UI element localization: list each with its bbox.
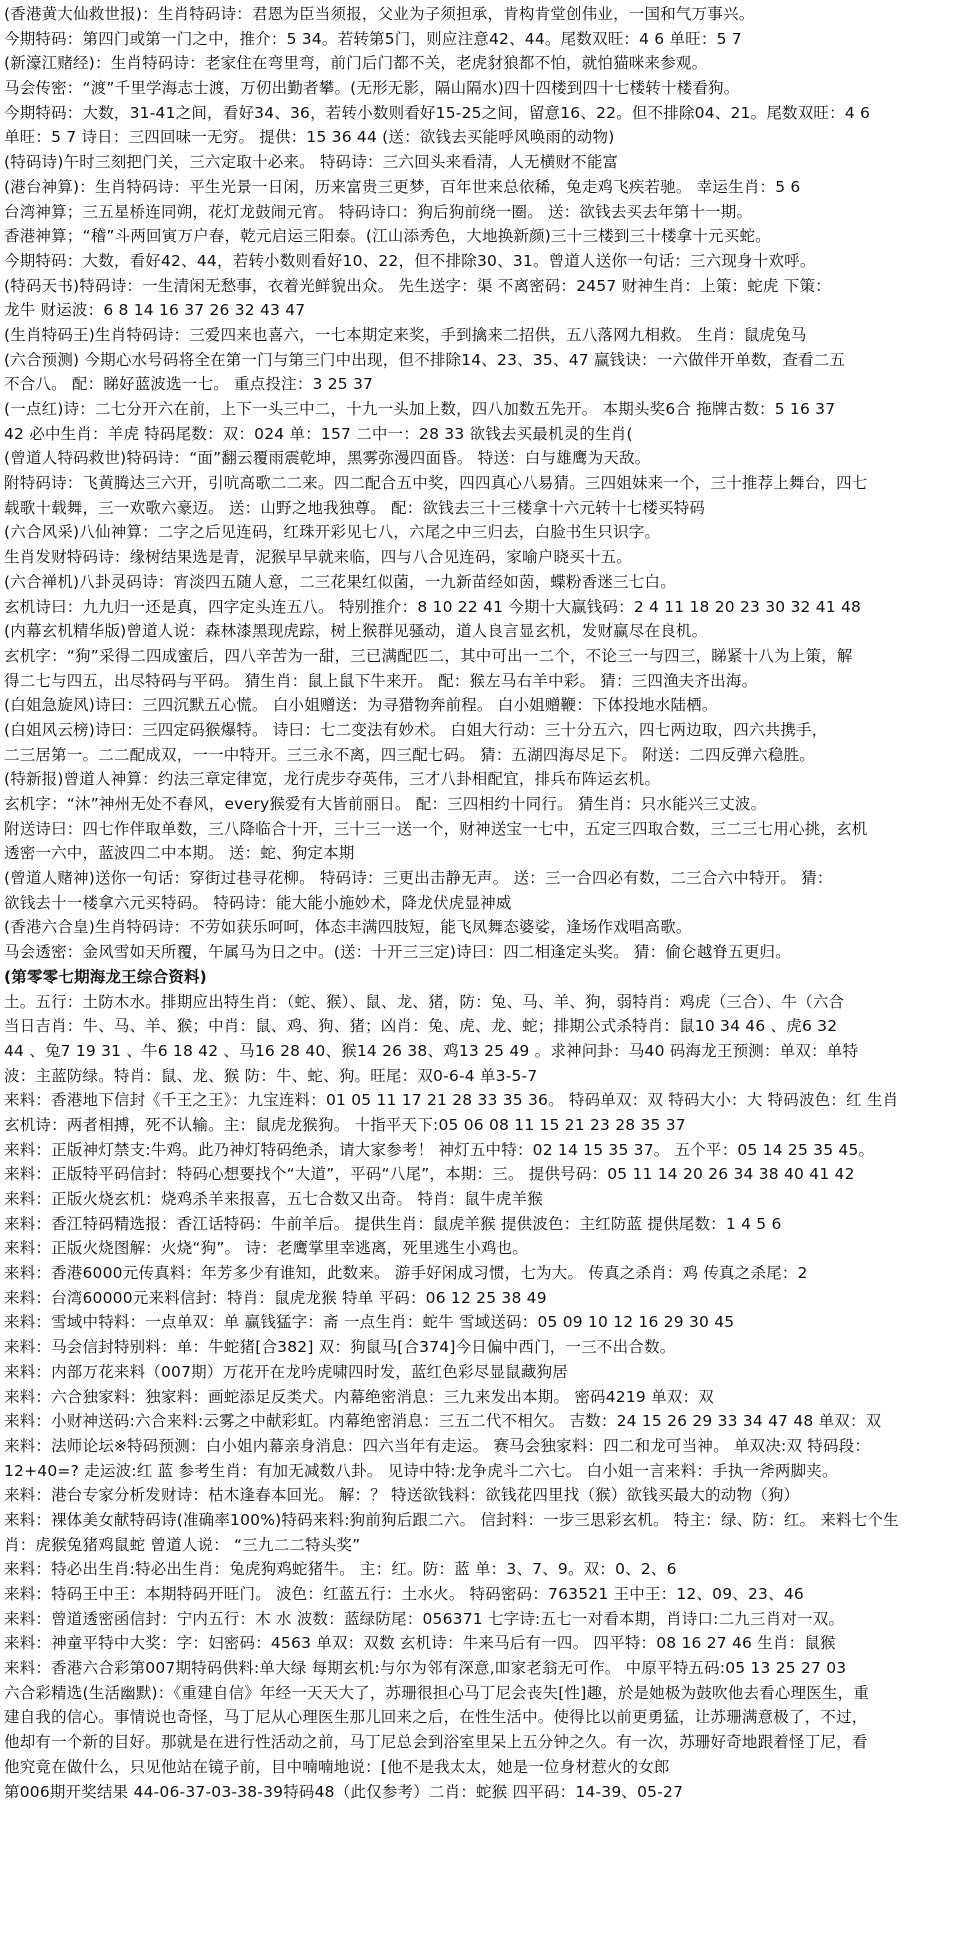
doc-line: (特新报)曾道人神算：约法三章定律宽，龙行虎步夺英伟，三才八卦相配宜，排兵布阵运玄机。 [4, 770, 661, 789]
doc-line: 来料：香江特码精选报：香江话特码：牛前羊后。 提供生肖：鼠虎羊猴 提供波色：主红防蓝 提供尾数：1 4 5 6 [4, 1214, 782, 1233]
doc-line: 12+40=? 走运波:红 蓝 参考生肖：有加无减数八卦。 见诗中特:龙争虎斗二六七。 白小姐一言来料：手执一斧两脚夹。 [4, 1461, 838, 1480]
doc-line: 今期特码：第四门或第一门之中，推介：5 34。若转第5门，则应注意42、44。尾数双旺：4 6 单旺：5 7 [4, 29, 742, 48]
doc-line: 肖：虎猴兔猪鸡鼠蛇 曾道人说： “三九二二特头奖” [4, 1535, 361, 1554]
doc-line: 生肖发财特码诗：缘树结果选是青，泥猴早早就来临，四与八合见连码，家喻户晓买十五。 [4, 548, 633, 567]
doc-line: (六合风采)八仙神算：二字之后见连码，红珠开彩见七八，六尾之中三归去，白脸书生只识字。 [4, 523, 661, 542]
doc-line: 他却有一个新的目好。那就是在进行性活动之前，马丁尼总会到浴室里呆上五分钟之久。有一次，苏珊好奇地跟着怪丁尼，看 [4, 1733, 868, 1752]
doc-line: 来料：裸体美女献特码诗(准确率100%)特码来料:狗前狗后跟二六。 信封料：一步三思彩玄机。 特主：绿、防：红。 来料七个生 [4, 1510, 899, 1529]
doc-line: 当日吉肖：牛、马、羊、猴；中肖：鼠、鸡、狗、猪；凶肖：兔、虎、龙、蛇；排期公式杀特肖：鼠10 34 46 、虎6 32 [4, 1017, 838, 1036]
doc-line: 今期特码：大数，看好42、44，若转小数则看好10、22，但不排除30、31。曾道人送你一句话：三六现身十欢呼。 [4, 251, 816, 270]
doc-line: 来料：台湾60000元来料信封：特肖：鼠虎龙猴 特单 平码：06 12 25 38 49 [4, 1288, 547, 1307]
doc-line: 今期特码：大数，31-41之间，看好34、36，若转小数则看好15-25之间，留意16、22。但不排除04、21。尾数双旺：4 6 [4, 103, 871, 122]
doc-line [4, 1804, 956, 1829]
doc-line: 来料：马会信封特别料：单：牛蛇猪[合382] 双：狗鼠马[合374]今日偏中西门，一三不出合数。 [4, 1338, 676, 1357]
doc-line: 来料：港台专家分析发财诗：枯木逢春本回光。 解：？ 特送欲钱料：欲钱花四里找（猴）欲钱买最大的动物（狗） [4, 1486, 800, 1505]
doc-line: 透密一六中，蓝波四二中本期。 送：蛇、狗定本期 [4, 844, 355, 863]
doc-line: (港台神算)：生肖特码诗：平生光景一日闲，历来富贵三更梦，百年世来总依稀，兔走鸡飞疾若驰。 幸运生肖：5 6 [4, 177, 801, 196]
doc-line: 来料：六合独家料：独家料：画蛇添足反类犬。内幕绝密消息：三九来发出本期。 密码4219 单双：双 [4, 1387, 714, 1406]
doc-line: 二三居第一。二二配成双，一一中特开。三三永不离，四三配七码。 猜：五湖四海尽足下。 附送：二四反弹六稳胜。 [4, 745, 815, 764]
doc-line: 来料：神童平特中大奖：字：妇密码：4563 单双：双数 玄机诗：牛来马后有一四。 四平特：08 16 27 46 生肖：鼠猴 [4, 1634, 836, 1653]
doc-line: 台湾神算；三五星桥连同朔，花灯龙鼓闹元宵。 特码诗口：狗后狗前绕一圈。 送：欲钱去买去年第十一期。 [4, 202, 753, 221]
doc-line: (曾道人赌神)送你一句话：穿街过巷寻花柳。 特码诗：三更出击静无声。 送：三一合四必有数，二三合六中特开。 猜： [4, 869, 833, 888]
doc-line: 欲钱去十一楼拿六元买特码。 特码诗：能大能小施妙术，降龙伏虎显神威 [4, 893, 512, 912]
doc-line: 他究竟在做什么，只见他站在镜子前，目中喃喃地说：[他不是我太太，她是一位身材惹火的女郎 [4, 1757, 670, 1776]
doc-line: 玄机诗：两者相搏，死不认输。主：鼠虎龙猴狗。 十指平天下:05 06 08 11 15 21 23 28 35 37 [4, 1115, 686, 1134]
doc-line: 波：主蓝防绿。特肖：鼠、龙、猴 防：牛、蛇、狗。旺尾：双0-6-4 单3-5-7 [4, 1066, 538, 1085]
doc-line: 来料：香港地下信封《千王之王》：九宝连料：01 05 11 17 21 28 33 35 36。 特码单双：双 特码大小：大 特码波色：红 生肖 [4, 1091, 899, 1110]
doc-line: 来料：雪域中特料：一点单双：单 赢钱猛字：斋 一点生肖：蛇牛 雪域送码：05 09 10 12 16 29 30 45 [4, 1313, 735, 1332]
doc-line: (特码诗)午时三刻把门关，三六定取十必来。 特码诗：三六回头来看清，人无横财不能富 [4, 153, 619, 172]
doc-line: 单旺：5 7 诗日：三四回味一无穷。 提供：15 36 44 (送：欲钱去买能呼风唤雨的动物) [4, 128, 615, 147]
doc-line: 来料：香港6000元传真料：年芳多少有谁知，此数来。 游手好闲成习惯，七为大。 传真之杀肖：鸡 传真之杀尾：2 [4, 1264, 808, 1283]
doc-line: 42 必中生肖：羊虎 特码尾数：双：024 单：157 二中一：28 33 欲钱去买最机灵的生肖( [4, 424, 633, 443]
doc-line: 得二七与四五，出尽特码与平码。 猜生肖：鼠上鼠下牛来开。 配：猴左马右羊中彩。 猜：三四渔夫齐出海。 [4, 671, 758, 690]
doc-line: 建自我的信心。事情说也奇怪，马丁尼从心理医生那儿回来之后，在性生活中。使得比以前更勇猛，让苏珊满意极了，不过， [4, 1708, 868, 1727]
doc-line: 第006期开奖结果 44-06-37-03-38-39特码48（此仅参考）二肖：蛇猴 四平码：14-39、05-27 [4, 1782, 684, 1801]
doc-line: 龙牛 财运波：6 8 14 16 37 26 32 43 47 [4, 301, 306, 320]
doc-line: 香港神算；“稽”斗两回寅万户春，乾元启运三阳泰。(江山添秀色，大地换新颜)三十三楼到三十楼拿十元买蛇。 [4, 227, 771, 246]
doc-line: 来料：特必出生肖:特必出生肖：兔虎狗鸡蛇猪牛。 主：红。防：蓝 单：3、7、9。双：0、2、6 [4, 1560, 677, 1579]
doc-line: 玄机字：“沐”神州无处不春风，every猴爱有大皆前丽日。 配：三四相约十同行。 猜生肖：只水能兴三丈波。 [4, 795, 767, 813]
doc-line: 六合彩精选(生活幽默)：《重建自信》年经一天天大了，苏珊很担心马丁尼会丧失[性]趣，於是她极为鼓吹他去看心理医生，重 [4, 1683, 870, 1702]
doc-line: 来料：法师论坛※特码预测：白小姐内幕亲身消息：四六当年有走运。 赛马会独家料：四二和龙可当神。 单双决:双 特码段： [4, 1436, 871, 1455]
doc-line: (香港六合皇)生肖特码诗：不劳如获乐呵呵，体态丰满四肢短，能飞凤舞态婆娑，逢场作戏唱高歌。 [4, 918, 692, 937]
doc-line: (六合预测) 今期心水号码将全在第一门与第三门中出现，但不排除14、23、35、47 赢钱诀：一六做伴开单数，查看二五 [4, 350, 846, 369]
draw-results-footer [4, 1928, 956, 1952]
doc-line: (内幕玄机精华版)曾道人说：森林漆黑现虎踪，树上猴群见骚动，道人良言显玄机，发财赢尽在良机。 [4, 622, 708, 641]
doc-line: (特码天书)特码诗：一生清闲无愁事，衣着光鲜貌出众。 先生送字：渠 不离密码：2457 财神生肖：上策：蛇虎 下策： [4, 276, 831, 295]
doc-line: (白姐急旋风)诗曰：三四沉默五心慌。 白小姐赠送：为寻猎物奔前程。 白小姐赠鞭：下体投地水陆栖。 [4, 696, 718, 715]
doc-line: 来料：内部万花来料（007期）万花开在龙吟虎啸四时发，蓝红色彩尽显鼠藏狗居 [4, 1362, 568, 1381]
doc-line: 来料：正版火烧图解：火烧“狗”。 诗：老鹰掌里幸逃离，死里逃生小鸡也。 [4, 1239, 528, 1258]
section-heading: (第零零七期海龙王综合资料) [4, 967, 207, 986]
doc-line: 马会传密：“渡”千里学海志士渡，万仞出勤者攀。(无形无影，隔山隔水)四十四楼到四十七楼转十楼看狗。 [4, 79, 740, 98]
doc-line: 来料：正版火烧玄机：烧鸡杀羊来报喜，五七合数又出奇。 特肖：鼠牛虎羊猴 [4, 1190, 543, 1208]
doc-line [4, 1854, 956, 1879]
doc-line: (白姐风云榜)诗曰：三四定码猴爆特。 诗曰：七二变法有妙术。 白姐大行动：三十分五六，四七两边取，四六共携手， [4, 720, 828, 739]
doc-line [4, 1829, 956, 1854]
doc-line: 附特码诗：飞黄腾达三六开，引吭高歌二二来。四二配合五中奖，四四真心八易猜。三四姐妹来一个，三十推荐上舞台，四七 [4, 474, 868, 493]
doc-line: (曾道人特码救世)特码诗：“面”翻云覆雨震乾坤，黑雾弥漫四面昏。 特送：白与雄鹰为天敌。 [4, 449, 651, 468]
doc-line: 来料：正版特平码信封：特码心想要找个“大道”，平码“八尾”，本期：三。 提供号码：05 11 14 20 26 34 38 40 41 42 [4, 1165, 855, 1184]
doc-line: (香港黄大仙救世报)：生肖特码诗：君恩为臣当须报，父业为子须担承，肯构肯堂创伟业，一国和气万事兴。 [4, 5, 755, 23]
doc-line: 来料：曾道透密函信封：宁内五行：木 水 波数：蓝绿防尾：056371 七字诗:五七一对看本期，肖诗口:二九三肖对一双。 [4, 1609, 845, 1628]
doc-line: 附送诗曰：四七作伴取单数，三八降临合十开，三十三一送一个，财神送宝一七中，五定三四取合数，三二三七用心挑，玄机 [4, 819, 868, 838]
doc-line: 44 、兔7 19 31 、牛6 18 42 、马16 28 40、猴14 26 38、鸡13 25 49 。求神问卦：马40 码海龙王预测：单双：单特 [4, 1041, 859, 1060]
doc-line: 马会透密：金风雪如天所覆，午属马为日之中。(送：十开三三定)诗曰：四二相逢定头奖。 猜：偷仑越脊五更归。 [4, 943, 791, 962]
doc-line: 来料：正版神灯禁支:牛鸡。此乃神灯特码绝杀，请大家参考！ 神灯五中特：02 14 15 35 37。 五个平：05 14 25 35 45。 [4, 1140, 875, 1159]
doc-line [4, 1903, 956, 1928]
doc-line: 玄机诗曰：九九归一还是真，四字定头连五八。 特别推介：8 10 22 41 今期十大赢钱码：2 4 11 18 20 23 30 32 41 48 [4, 597, 862, 616]
doc-line: 载歌十载舞，三一欢歌六豪迈。 送：山野之地我独尊。 配：欲钱去三十三楼拿十六元转十七楼买特码 [4, 498, 706, 517]
doc-line: 来料：香港六合彩第007期特码供料:单大绿 每期玄机:与尔为邻有深意,吅家老翁无可作。 中原平特五码:05 13 25 27 03 [4, 1659, 847, 1678]
doc-line: 来料：特码王中王：本期特码开旺门。 波色：红蓝五行：土水火。 特码密码：763521 王中王：12、09、23、46 [4, 1585, 804, 1603]
doc-line: 土。五行：土防木水。排期应出特生肖：（蛇、猴）、鼠、龙、猪，防：兔、马、羊、狗，弱特肖：鸡虎（三合）、牛（六合 [4, 992, 845, 1011]
doc-line: (生肖特码王)生肖特码诗：三爱四来也喜六，一七本期定来奖，手到擒来二招供，五八落网九相救。 生肖：鼠虎兔马 [4, 325, 807, 344]
doc-line: (新濠江赌经)：生肖特码诗：老家住在弯里弯，前门后门都不关，老虎豺狼都不怕，就怕猫咪来参观。 [4, 54, 708, 73]
doc-line: 不合八。 配：睇好蓝波选一七。 重点投注：3 25 37 [4, 375, 374, 394]
doc-line: 玄机字：“狗”采得二四成蜜后，四八辛苦为一甜，三已满配匹二，其中可出一二个，不论三一与四三，睇紧十八为上策，解 [4, 646, 853, 665]
doc-line: (六合禅机)八卦灵码诗：宵淡四五随人意，二三花果红似菌，一九新苗经如茵，蝶粉香迷三七白。 [4, 572, 676, 591]
doc-line [4, 1878, 956, 1903]
doc-line: (一点红)诗：二七分开六在前，上下一头三中二，十九一头加上数，四八加数五先开。 本期头奖6合 拖牌古数：5 16 37 [4, 400, 836, 418]
doc-line: 来料：小财神送码:六合来料:云雾之中献彩虹。内幕绝密消息：三五二代不相欠。 吉数：24 15 26 29 33 34 47 48 单双：双 [4, 1412, 882, 1431]
